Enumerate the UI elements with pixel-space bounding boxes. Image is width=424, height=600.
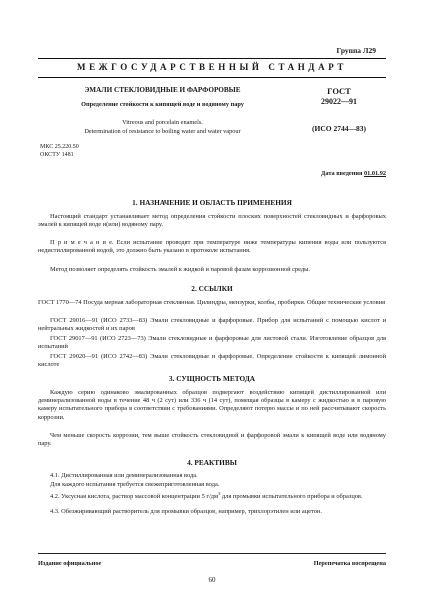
- banner-rule: [38, 77, 386, 78]
- section-3-heading: 3. СУЩНОСТЬ МЕТОДА: [168, 374, 256, 383]
- title-english-line-2: Determination of resistance to boiling water and water vapour: [84, 127, 241, 135]
- mks-code: МКС 25.220.50: [40, 144, 79, 150]
- item-4-2-text-b: для промывки испытательного прибора и образцов.: [220, 493, 363, 501]
- title-english: [40, 119, 285, 136]
- section-1-heading: 1. НАЗНАЧЕНИЕ И ОБЛАСТЬ ПРИМЕНЕНИЯ: [132, 198, 292, 207]
- section-3-paragraph-2: Чем меньше скорость коррозии, тем выше стойкость стекловидной и фарфоровой эмали к кипящей воде или водяному пару.: [38, 432, 386, 448]
- gost-number: 29022—91: [321, 97, 357, 106]
- item-4-3: 4.3. Обезжиривающий растворитель для промывки образцов, например, трихлорэтилен или ацетон.: [50, 508, 322, 515]
- item-4-1-note: Для каждого испытания требуется свежеприготовленная вода.: [50, 481, 220, 488]
- reference-gost-29017: ГОСТ 29017—91 (ИСО 2723—73) Эмали стекловидные и фарфоровые для листовой стали. Изготовление образцов для испытаний: [38, 335, 386, 351]
- section-2-heading: 2. ССЫЛКИ: [191, 284, 233, 293]
- reprint-prohibited-label: Перепечатка воспрещена: [313, 560, 386, 567]
- reference-gost-1770: ГОСТ 1770—74 Посуда мерная лабораторная стеклянная. Цилиндры, мензурки, колбы, пробирки. Общие технические условия: [38, 299, 386, 306]
- gost-label: ГОСТ: [327, 86, 351, 96]
- section-1-note: П р и м е ч а н и е. Если испытание проводят при температуре ниже температуры кипения воды или пользуются недистиллированной водой, это должно быть указано в протоколе испытания.: [38, 239, 386, 255]
- section-4-heading: 4. РЕАКТИВЫ: [187, 458, 237, 467]
- page-number: 60: [208, 576, 216, 584]
- item-4-2: [38, 490, 386, 501]
- item-4-2-superscript: 3: [218, 491, 221, 496]
- official-edition-label: Издание официальное: [38, 560, 102, 567]
- reference-gost-29020: ГОСТ 29020—91 (ИСО 2742—83) Эмали стекловидные и фарфоровые. Определение стойкости к кипящей лимонной кислоте: [38, 353, 386, 369]
- top-rule: [38, 58, 386, 59]
- section-3-paragraph-1: Каждую серию одинаково эмалированных образцов подвергают воздействию кипящей дистиллированной или деминерализованной воды в течение 48 ч (2 сут) или 336 ч (14 сут), помещая образцы в камеру с жидкостью и в паровую камеру испытательного прибора в соответствии с требованиями. Определяют потерю массы и по ней рассчитывают скорость коррозии.: [38, 389, 386, 421]
- reference-gost-29016: ГОСТ 29016—91 (ИСО 2733—83) Эмали стекловидные и фарфоровые. Прибор для испытаний с помощью кислот и нейтральных жидкостей и их паров: [38, 317, 386, 333]
- standard-banner: МЕЖГОСУДАРСТВЕННЫЙ СТАНДАРТ: [76, 62, 348, 72]
- intro-date-value: 01.01.92: [363, 170, 386, 177]
- intro-date-label: Дата введения: [321, 170, 363, 177]
- title-english-line-1: Vitreous and porcelain enamels.: [122, 119, 203, 126]
- footer-rule: [38, 553, 386, 554]
- introduction-date: [321, 170, 386, 177]
- okstu-code: ОКСТУ 1481: [40, 152, 74, 158]
- title-russian: ЭМАЛИ СТЕКЛОВИДНЫЕ И ФАРФОРОВЫЕ: [84, 86, 241, 94]
- section-1-paragraph-2: Метод позволяет определять стойкость эмалей к жидкой и паровой фазам коррозионной среды.: [50, 266, 311, 273]
- iso-reference: (ИСО 2744—83): [312, 124, 366, 133]
- group-code: Группа Л29: [336, 46, 376, 55]
- classification-codes: [40, 143, 79, 159]
- subtitle-russian: Определение стойкости к кипящей воде и водяному пару: [81, 101, 244, 108]
- section-1-paragraph: Настоящий стандарт устанавливает метод определения стойкости плоских поверхностей стекловидных и фарфоровых эмалей к кипящей воде и(или) водяному пару.: [38, 213, 386, 229]
- item-4-2-text-a: 4.2. Уксусная кислота, раствор массовой концентрации 5 г/дм: [50, 493, 219, 501]
- item-4-1: 4.1. Дистиллированная или деминерализованная вода.: [50, 472, 198, 479]
